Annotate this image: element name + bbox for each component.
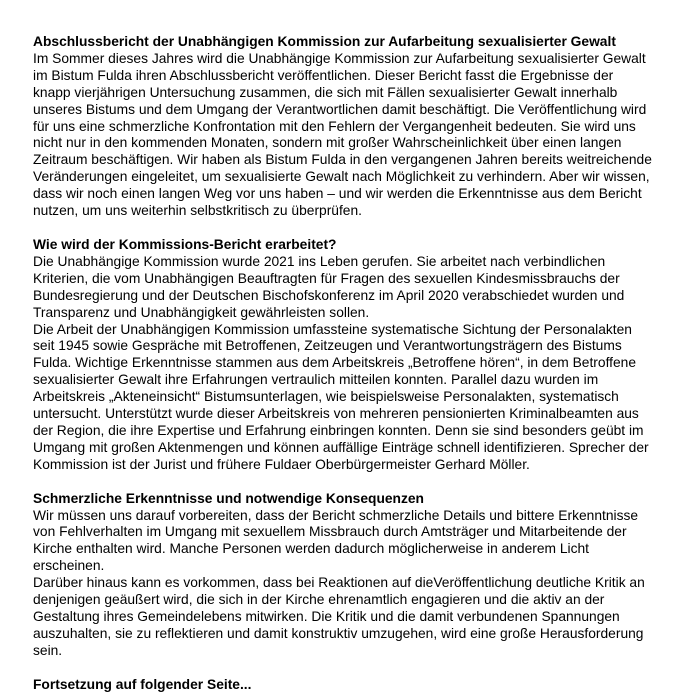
section-abschlussbericht bbox=[33, 34, 653, 220]
section-erarbeitung bbox=[33, 237, 653, 474]
section-erkenntnisse bbox=[33, 491, 653, 660]
section-spacer bbox=[33, 220, 653, 237]
section-heading: Wie wird der Kommissions-Bericht erarbeitet? bbox=[33, 236, 337, 252]
section-paragraph: Wir müssen uns darauf vorbereiten, dass der Bericht schmerzliche Details und bittere Erkenntnisse von Fehlverhalten im Umgang mit sexuellem Missbrauch durch Amtsträger und Mitarbeitende der Kirche enthalten wird. Manche Personen werden dadurch möglicherweise in anderem Licht erscheinen. bbox=[33, 507, 639, 574]
continuation-note: Fortsetzung auf folgender Seite... bbox=[33, 676, 252, 692]
section-spacer bbox=[33, 660, 653, 677]
document-page bbox=[33, 34, 653, 694]
section-paragraph: Darüber hinaus kann es vorkommen, dass bei Reaktionen auf dieVeröffentlichung deutliche Kritik an denjenigen geäußert wird, die sich in der Kirche ehrenamtlich engagieren und die aktiv an der Gestaltung ihres Gemeindelebens mitwirken. Die Kritik und die damit verbundenen Spannungen auszuhalten, sie zu reflektieren und damit konstruktiv umzugehen, wird eine große Herausforderung sein. bbox=[33, 575, 645, 658]
section-spacer bbox=[33, 474, 653, 491]
section-paragraph: Die Unabhängige Kommission wurde 2021 ins Leben gerufen. Sie arbeitet nach verbindlichen Kriterien, die vom Unabhängigen Beauftragten für Fragen des sexuellen Kindesmissbrauchs der Bundesregierung und der Deutschen Bischofskonferenz im April 2020 verabschiedet wurden und Transparenz und Unabhängigkeit gewährleisten sollen. bbox=[33, 253, 625, 320]
section-paragraph: Im Sommer dieses Jahres wird die Unabhängige Kommission zur Aufarbeitung sexualisierter Gewalt im Bistum Fulda ihren Abschlussbericht veröffentlichen. Dieser Bericht fasst die Ergebnisse der knapp vierjährigen Untersuchung zusammen, die sich mit Fällen sexualisierter Gewalt innerhalb unseres Bistums und dem Umgang der Verantwortlichen damit beschäftigt. Die Veröffentlichung wird für uns eine schmerzliche Konfrontation mit den Fehlern der Vergangenheit bedeuten. Sie wird uns nicht nur in den kommenden Monaten, sondern mit großer Wahrscheinlichkeit über einen langen Zeitraum beschäftigen. Wir haben als Bistum Fulda in den vergangenen Jahren bereits weitreichende Veränderungen eingeleitet, um sexualisierte Gewalt nach Möglichkeit zu verhindern. Aber wir wissen, dass wir noch einen langen Weg vor uns haben – und wir werden die Erkenntnisse aus dem Bericht nutzen, um uns weiterhin selbstkritisch zu überprüfen. bbox=[33, 50, 652, 219]
section-paragraph: Die Arbeit der Unabhängigen Kommission umfassteine systematische Sichtung der Personalakten seit 1945 sowie Gespräche mit Betroffenen, Zeitzeugen und Verantwortungsträgern des Bistums Fulda. Wichtige Erkenntnisse stammen aus dem Arbeitskreis „Betroffene hören“, in dem Betroffene sexualisierter Gewalt ihre Erfahrungen vertraulich mitteilen konnten. Parallel dazu wurden im Arbeitskreis „Akteneinsicht“ Bistumsunterlagen, wie beispielsweise Personalakten, systematisch untersucht. Unterstützt wurde dieser Arbeitskreis von mehreren pensionierten Kriminalbeamten aus der Region, die ihre Expertise und Erfahrung einbringen konnten. Denn sie sind besonders geübt im Umgang mit großen Aktenmengen und können auffällige Einträge schnell identifizieren. Sprecher der Kommission ist der Jurist und frühere Fuldaer Oberbürgermeister Gerhard Möller. bbox=[33, 321, 649, 472]
section-heading: Schmerzliche Erkenntnisse und notwendige Konsequenzen bbox=[33, 490, 424, 506]
section-heading: Abschlussbericht der Unabhängigen Kommission zur Aufarbeitung sexualisierter Gewalt bbox=[33, 34, 616, 49]
